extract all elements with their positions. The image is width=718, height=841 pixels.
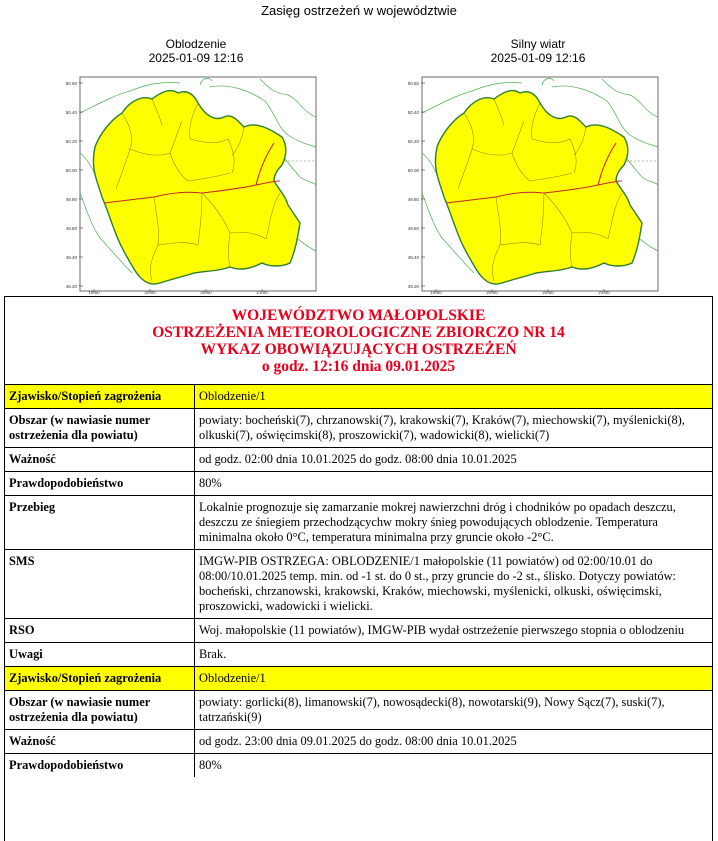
row-label: Prawdopodobieństwo: [5, 754, 195, 778]
lat-label: 50.40: [407, 110, 419, 115]
lat-label: 49.20: [65, 284, 77, 289]
lat-label: 50.00: [65, 168, 77, 173]
map-2-title: Silny wiatr: [510, 37, 566, 51]
row-label: Ważność: [5, 730, 195, 754]
lat-label: 50.20: [65, 139, 77, 144]
table-row: [5, 385, 712, 409]
row-value: Brak.: [195, 643, 713, 667]
map-oblodzenie-svg: [60, 73, 318, 295]
row-label: Ważność: [5, 448, 195, 472]
row-value: Oblodzenie/1: [195, 385, 713, 409]
lat-label: 50.00: [407, 168, 419, 173]
row-label: Uwagi: [5, 643, 195, 667]
row-value: powiaty: gorlicki(8), limanowski(7), nowosądecki(8), nowotarski(9), Nowy Sącz(7), suski(7), tatrzański(9): [195, 691, 713, 730]
lat-label: 49.60: [407, 226, 419, 231]
table-row: [5, 730, 712, 754]
table-row: [5, 754, 712, 778]
row-value: 80%: [195, 472, 713, 496]
row-value: od godz. 23:00 dnia 09.01.2025 do godz. 08:00 dnia 10.01.2025: [195, 730, 713, 754]
table-row: [5, 472, 712, 496]
row-value: Lokalnie prognozuje się zamarzanie mokrej nawierzchni dróg i chodników po opadach deszczu, deszczu ze śniegiem przechodzącychw mokry śnieg powodujących oblodzenie. Temperatura minimalna około 0°C, temperatura minimalna przy gruncie około -2°C.: [195, 496, 713, 550]
table-row: [5, 409, 712, 448]
row-value: powiaty: bocheński(7), chrzanowski(7), krakowski(7), Kraków(7), miechowski(7), myślenicki(8), olkuski(7), oświęcimski(8), proszowicki(7), wadowicki(8), wielicki(7): [195, 409, 713, 448]
document-header: [5, 297, 712, 385]
table-row: [5, 667, 712, 691]
table-row: [5, 550, 712, 619]
lon-label: 20.50: [200, 290, 212, 295]
map-2-datetime: 2025-01-09 12:16: [490, 51, 586, 65]
warning-document: [4, 296, 713, 841]
lon-label: 20.00: [144, 290, 156, 295]
table-row: [5, 496, 712, 550]
lat-label: 49.20: [407, 284, 419, 289]
lat-label: 49.80: [65, 197, 77, 202]
row-value: Woj. małopolskie (11 powiatów), IMGW-PIB wydał ostrzeżenie pierwszego stopnia o oblodzeniu: [195, 619, 713, 643]
row-value: 80%: [195, 754, 713, 778]
map-caption-1: [76, 37, 316, 65]
lat-label: 50.20: [407, 139, 419, 144]
map-caption-2: [418, 37, 658, 65]
row-label: Obszar (w nawiasie numer ostrzeżenia dla powiatu): [5, 691, 195, 730]
lat-label: 50.60: [407, 81, 419, 86]
lon-label: 19.50: [88, 290, 100, 295]
row-label: Zjawisko/Stopień zagrożenia: [5, 385, 195, 409]
map-1-title: Oblodzenie: [165, 37, 227, 51]
lon-label: 21.00: [598, 290, 610, 295]
row-label: RSO: [5, 619, 195, 643]
header-line-voivodeship: WOJEWÓDZTWO MAŁOPOLSKIE: [231, 307, 486, 324]
lat-label: 50.40: [65, 110, 77, 115]
map-silny-wiatr-svg: [402, 73, 660, 295]
row-value: od godz. 02:00 dnia 10.01.2025 do godz. 08:00 dnia 10.01.2025: [195, 448, 713, 472]
lon-label: 21.00: [256, 290, 268, 295]
table-row: [5, 619, 712, 643]
lat-label: 50.60: [65, 81, 77, 86]
lat-label: 49.60: [65, 226, 77, 231]
table-row: [5, 643, 712, 667]
header-line-time: o godz. 12:16 dnia 09.01.2025: [261, 358, 456, 375]
table-row: [5, 691, 712, 730]
row-label: SMS: [5, 550, 195, 619]
lat-label: 49.40: [407, 255, 419, 260]
row-label: Przebieg: [5, 496, 195, 550]
row-label: Zjawisko/Stopień zagrożenia: [5, 667, 195, 691]
header-line-warnings: OSTRZEŻENIA METEOROLOGICZNE ZBIORCZO NR 14: [152, 324, 565, 341]
lon-label: 20.50: [542, 290, 554, 295]
map-1-datetime: 2025-01-09 12:16: [148, 51, 244, 65]
map-oblodzenie: [60, 73, 318, 295]
lat-label: 49.80: [407, 197, 419, 202]
header-line-list: WYKAZ OBOWIĄZUJĄCYCH OSTRZEŻEŃ: [200, 341, 517, 358]
row-label: Prawdopodobieństwo: [5, 472, 195, 496]
warning-table: [5, 385, 712, 777]
page-title: Zasięg ostrzeżeń w województwie: [261, 3, 457, 18]
map-silny-wiatr: [402, 73, 660, 295]
lat-label: 49.40: [65, 255, 77, 260]
row-label: Obszar (w nawiasie numer ostrzeżenia dla powiatu): [5, 409, 195, 448]
row-value: IMGW-PIB OSTRZEGA: OBLODZENIE/1 małopolskie (11 powiatów) od 02:00/10.01 do 08:00/10.01.2025 temp. min. od -1 st. do 0 st., przy gruncie do -2 st., ślisko. Dotyczy powiatów: bocheński, chrzanowski, krakowski, Kraków, miechowski, myślenicki, olkuski, oświęcimski, proszowicki, wadowicki i wielicki.: [195, 550, 713, 619]
lon-label: 19.50: [430, 290, 442, 295]
row-value: Oblodzenie/1: [195, 667, 713, 691]
table-row: [5, 448, 712, 472]
lon-label: 20.00: [486, 290, 498, 295]
